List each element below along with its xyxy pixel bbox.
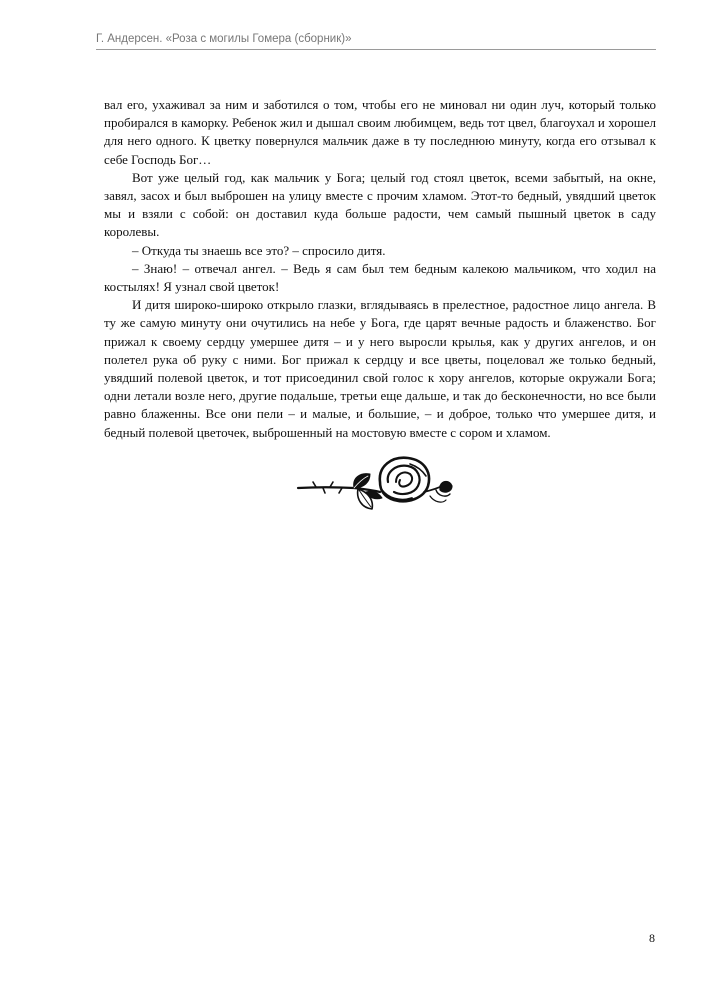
paragraph: вал его, ухаживал за ним и заботился о том, чтобы его не миновал ни один луч, который только пробирался в каморку. Ребенок жил и дышал своим любимцем, ведь тот цвел, благоухал и хорошел для него одного. К цветку повернулся мальчик даже в ту последнюю минуту, когда его отзывал к себе Господь Бог… [104,97,656,167]
body-text [104,96,656,442]
paragraph: – Откуда ты знаешь все это? – спросило дитя. [132,242,386,258]
paragraph: – Знаю! – отвечал ангел. – Ведь я сам был тем бедным калекою мальчиком, что ходил на костылях! Я узнал свой цветок! [104,260,656,295]
running-header: Г. Андерсен. «Роза с могилы Гомера (сборник)» [96,33,352,45]
rose-ornament-icon [296,452,458,522]
page-number: 8 [649,931,655,945]
paragraph: Вот уже целый год, как мальчик у Бога; целый год стоял цветок, всеми забытый, на окне, завял, засох и был выброшен на улицу вместе с прочим хламом. Этот-то бедный, увядший цветок мы и взяли с собой: он доставил куда больше радости, чем самый пышный цветок в саду королевы. [104,169,656,240]
paragraph: И дитя широко-широко открыло глазки, вглядываясь в прелестное, радостное лицо ангела. В ту же самую минуту они очутились на небе у Бога, где царят вечные радость и блаженство. Бог прижал к своему сердцу умершее дитя – и у него выросли крылья, как у других ангелов, и он полетел рука об руку с ними. Бог прижал к сердцу и все цветы, поцеловал же только бедный, увядший полевой цветок, и тот присоединил свой голос к хору ангелов, которые окружали Бога; одни летали возле него, другие подальше, третьи еще дальше, и так до бесконечности, но все были равно блаженны. Все они пели – и малые, и большие, – и доброе, только что умершее дитя, и бедный полевой цветочек, выброшенный на мостовую вместе с сором и хламом. [104,297,656,440]
header-divider [96,49,656,50]
